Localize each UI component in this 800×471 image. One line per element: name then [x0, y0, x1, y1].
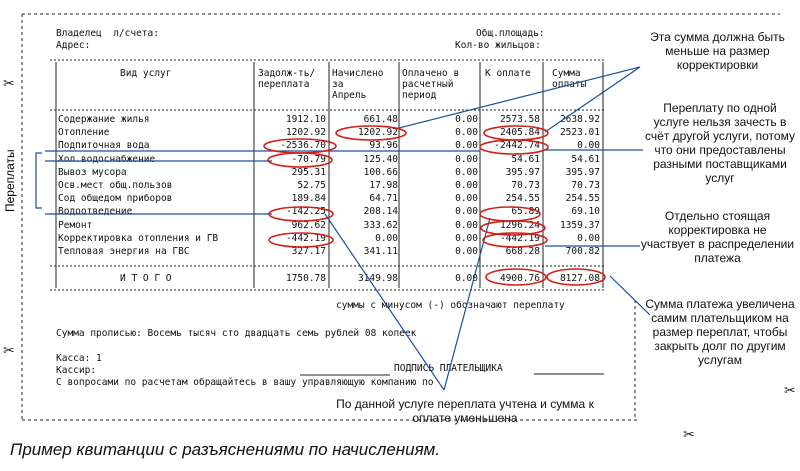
cell-service: Вывоз мусора: [58, 166, 127, 178]
cell-service: Осв.мест общ.пользов: [58, 180, 173, 191]
annotation-correction: Эта сумма должна быть меньше на размер корректировки: [650, 30, 785, 72]
col-accrued: Начислено за Апрель: [332, 68, 384, 101]
cell-paid: 0.00: [455, 206, 478, 218]
cell-accrued: 341.11: [363, 246, 398, 257]
highlight-oval: [269, 233, 333, 247]
cell-to_pay: 70.73: [511, 180, 540, 191]
cell-paid: 0.00: [455, 127, 478, 139]
cell-debt: -142.25: [285, 206, 326, 218]
cell-paid: 0.00: [455, 180, 478, 191]
cell-accrued: 1202.92: [357, 127, 398, 139]
cell-service: Хол.водоснабжение: [58, 153, 156, 165]
cell-sum: 254.55: [565, 193, 600, 205]
scissors-icon: ✂: [3, 76, 15, 92]
cell-sum: 2638.92: [559, 114, 600, 125]
overpay-bracket: [36, 153, 42, 208]
col-debt: Задолж-ть/ переплата: [258, 68, 316, 90]
cell-service: Отопление: [58, 127, 110, 139]
cell-accrued: 100.66: [363, 166, 398, 178]
cell-service: Сод общедом приборов: [58, 193, 173, 205]
scissors-icon: ✂: [683, 427, 695, 443]
cell-paid: 0.00: [455, 166, 478, 178]
annotation-reduced: По данной услуге переплата учтена и сумма к оплате уменьшена: [336, 397, 594, 425]
cell-paid: 0.00: [455, 140, 478, 152]
cell-to_pay: 395.97: [505, 166, 540, 178]
col-service: Вид услуг: [120, 68, 172, 79]
highlight-oval: [269, 207, 333, 221]
col-sum: Сумма оплаты: [552, 68, 587, 90]
cell-to_pay: 668.28: [505, 246, 540, 257]
cell-accrued: 64.71: [369, 193, 398, 205]
cell-accrued: 93.96: [369, 140, 398, 152]
cell-to_pay: 1296.24: [499, 219, 540, 231]
pointer-line-a1: [545, 67, 640, 132]
highlight-oval: [547, 269, 605, 285]
col-paid: Оплачено в расчетный период: [402, 68, 460, 101]
amount-in-words: Сумма прописью: Восемь тысяч сто двадцать семь рублей 08 копеек: [56, 328, 417, 339]
cell-debt: 962.62: [291, 219, 326, 231]
cell-debt: 52.75: [297, 180, 326, 191]
cell-debt: 1912.10: [285, 114, 326, 125]
cell-sum: 395.97: [565, 166, 600, 178]
cell-sum: 69.10: [571, 206, 600, 218]
cell-sum: 2523.01: [559, 127, 600, 139]
cell-sum: 0.00: [577, 140, 600, 152]
cell-accrued: 0.00: [375, 232, 398, 244]
area-label: Общ.площадь:: [476, 28, 545, 39]
cell-debt: 189.84: [291, 193, 326, 205]
scissors-icon: ✂: [784, 383, 796, 399]
cell-debt: 327.17: [291, 246, 326, 257]
total-sum: 8127.08: [559, 273, 600, 284]
highlight-oval: [480, 207, 540, 221]
owner-label: Владелец л/счета:: [56, 28, 159, 39]
cell-to_pay: 254.55: [505, 193, 540, 205]
annotation-overpayment: Переплату по одной услуге нельзя зачесть в счёт другой услуги, потому что они предоставлены разными поставщиками услуг: [645, 101, 795, 185]
pointer-line-a4: [610, 276, 650, 315]
pointer-line-a5: [325, 214, 444, 390]
cell-to_pay: -442.19: [499, 232, 540, 244]
cell-to_pay: 2405.84: [499, 127, 540, 139]
cell-accrued: 17.98: [369, 180, 398, 191]
questions-text: С вопросами по расчетам обращайтесь в вашу управляющую компанию по: [56, 377, 434, 388]
cell-service: Тепловая энергия на ГВС: [58, 246, 190, 257]
cell-paid: 0.00: [455, 246, 478, 257]
cell-service: Содержание жилья: [58, 114, 150, 125]
minus-note: суммы с минусом (-) обозначают переплату: [336, 300, 565, 311]
highlight-oval: [268, 153, 332, 167]
col-to-pay: К оплате: [485, 68, 531, 79]
caption: Пример квитанции с разъяснениями по начислениям.: [10, 440, 441, 459]
residents-label: Кол-во жильцов:: [455, 40, 541, 51]
cell-debt: 1202.92: [285, 127, 326, 139]
cell-debt: -70.79: [291, 153, 326, 165]
cell-sum: 700.82: [565, 246, 600, 257]
cell-accrued: 125.40: [363, 153, 398, 165]
cell-sum: 0.00: [577, 232, 600, 244]
pointer-line-a5: [444, 218, 490, 390]
cell-to_pay: 2573.58: [499, 114, 540, 125]
total-to-pay: 4900.76: [499, 273, 540, 284]
cell-paid: 0.00: [455, 232, 478, 244]
cell-accrued: 661.48: [363, 114, 398, 125]
cash-label: Касса: 1: [56, 353, 102, 364]
cell-sum: 70.73: [571, 180, 600, 191]
total-paid: 0.00: [455, 273, 478, 284]
cell-sum: 54.61: [571, 153, 600, 165]
cell-debt: -2536.70: [280, 140, 326, 152]
total-accrued: 3149.98: [357, 273, 398, 284]
cell-debt: 295.31: [291, 166, 326, 178]
cell-to_pay: -2442.74: [494, 140, 540, 152]
cell-to_pay: 54.61: [511, 153, 540, 165]
highlight-oval: [486, 269, 546, 285]
cell-accrued: 208.14: [363, 206, 398, 218]
cell-accrued: 333.62: [363, 219, 398, 231]
cell-sum: 1359.37: [559, 219, 600, 231]
cell-to_pay: 65.89: [511, 206, 540, 218]
cell-paid: 0.00: [455, 153, 478, 165]
cell-service: Корректировка отопления и ГВ: [58, 232, 219, 244]
annotation-separate-correction: Отдельно стоящая корректировка не участвует в распределении платежа: [640, 209, 795, 265]
signature-label: ПОДПИСЬ ПЛАТЕЛЬЩИКА: [394, 363, 503, 374]
cashier-label: Кассир:: [56, 365, 97, 376]
scissors-icon: ✂: [3, 343, 15, 359]
total-label: И Т О Г О: [120, 273, 172, 284]
annotation-increased-payment: Сумма платежа увеличена самим плательщиком на размер переплат, чтобы закрыть долг по другим услугам: [645, 297, 795, 367]
address-label: Адрес:: [56, 40, 91, 51]
total-debt: 1750.78: [285, 273, 326, 284]
highlight-oval: [336, 126, 406, 140]
cell-service: Ремонт: [58, 219, 93, 231]
cell-paid: 0.00: [455, 219, 478, 231]
cell-debt: -442.19: [285, 232, 326, 244]
highlight-oval: [484, 126, 548, 140]
cell-paid: 0.00: [455, 114, 478, 125]
cell-service: Подпиточная вода: [58, 140, 150, 152]
highlight-oval: [480, 140, 548, 154]
overpay-label: Переплаты: [3, 149, 17, 212]
cell-paid: 0.00: [455, 193, 478, 205]
cell-service: Водоотведение: [58, 206, 133, 218]
